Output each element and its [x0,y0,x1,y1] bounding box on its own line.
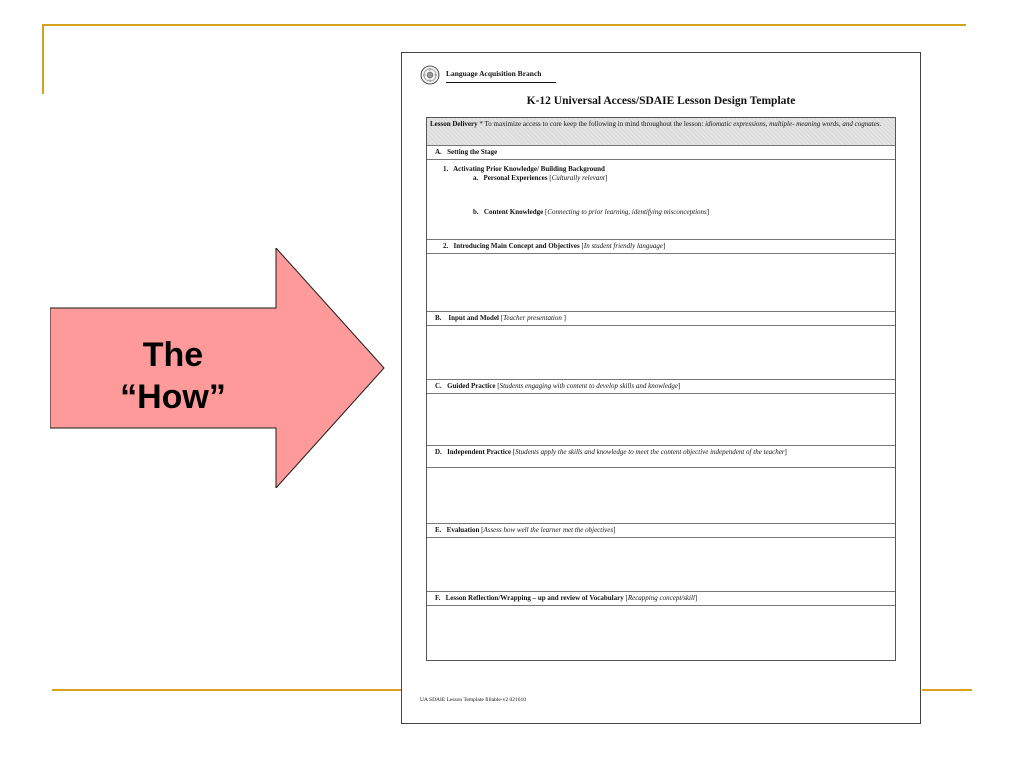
accent-rule-bottom-left [52,689,402,691]
section-c-response-area[interactable] [427,394,895,446]
accent-rule-bottom-right [922,689,972,691]
section-a1-row: 1. Activating Prior Knowledge/ Building Background a. Personal Experiences [Culturally relevant] b. Content Knowledge [Connecting to prior learning, identifying misconceptions] [427,160,895,240]
section-a-row [427,146,895,160]
section-a2-note: In student friendly language [583,242,664,250]
lesson-delivery-label: Lesson Delivery [430,120,478,128]
branch-underline [446,82,556,83]
lesson-delivery-row [427,118,895,146]
section-d-response-area[interactable] [427,468,895,524]
section-c-note: Students engaging with content to develop skills and knowledge [499,382,679,390]
section-d-marker: D. [435,448,442,456]
branch-name: Language Acquisition Branch [446,69,542,78]
section-a1b-note: Connecting to prior learning, identifying misconceptions [547,208,707,216]
section-e-marker: E. [435,526,442,534]
right-arrow-shape [50,248,386,488]
section-d-note: Students apply the skills and knowledge to meet the content objective independent of the teacher [515,448,785,456]
section-a1a-note: Culturally relevant [551,174,605,182]
section-a1a-label: Personal Experiences [483,174,548,182]
section-f-row: F. Lesson Reflection/Wrapping – up and review of Vocabulary [Recapping concept/skill] [427,592,895,606]
lesson-delivery-italic: idiomatic expressions, multiple- meaning words, and cognates. [705,120,882,128]
arrow-label-line2: “How” [120,378,226,416]
section-c-row: C. Guided Practice [Students engaging with content to develop skills and knowledge] [427,380,895,394]
lesson-delivery-text: * To maximize access to core keep the following in mind throughout the lesson: [479,120,706,128]
section-e-response-area[interactable] [427,538,895,592]
section-d-label: Independent Practice [447,448,512,456]
section-c-label: Guided Practice [447,382,496,390]
arrow-label-line1: The [142,336,204,374]
lesson-template-document [401,52,921,724]
section-a-marker: A. [435,148,442,156]
section-b-label: Input and Model [448,314,499,322]
section-a1a-marker: a. [473,174,479,182]
seal-icon [420,65,440,85]
section-d-row: D. Independent Practice [Students apply the skills and knowledge to meet the content objective independent of the teacher] [427,446,895,468]
document-footer: UA SDAIE Lesson Template fillable-v2 021610 [420,697,526,703]
section-b-note: Teacher presentation [503,314,564,322]
section-e-row: E. Evaluation [Assess how well the learner met the objectives] [427,524,895,538]
lesson-table [426,117,896,661]
section-a-label: Setting the Stage [447,148,498,156]
section-a2-response-area[interactable] [427,254,895,312]
section-a1-label: Activating Prior Knowledge/ Building Background [453,165,605,173]
accent-rule-top [42,24,966,26]
section-f-marker: F. [435,594,441,602]
section-c-marker: C. [435,382,442,390]
section-a1-marker: 1. [443,165,449,173]
section-a1b-marker: b. [473,208,479,216]
section-e-label: Evaluation [446,526,480,534]
section-f-note: Recapping concept/skill [627,594,695,602]
arrow-label [50,334,296,418]
section-a2-row: 2. Introducing Main Concept and Objectives [In student friendly language] [427,240,895,254]
section-b-marker: B. [435,314,442,322]
section-b-row: B. Input and Model [Teacher presentation ] [427,312,895,326]
section-a1b-label: Content Knowledge [483,208,544,216]
section-a2-label: Introducing Main Concept and Objectives [453,242,580,250]
section-f-label: Lesson Reflection/Wrapping – up and review of Vocabulary [445,594,624,602]
document-header [420,65,720,91]
accent-rule-left [42,24,44,94]
document-title: K-12 Universal Access/SDAIE Lesson Design Template [526,95,796,107]
section-f-response-area[interactable] [427,606,895,660]
section-a2-marker: 2. [443,242,449,250]
section-e-note: Assess how well the learner met the objectives [483,526,614,534]
section-b-response-area[interactable] [427,326,895,380]
